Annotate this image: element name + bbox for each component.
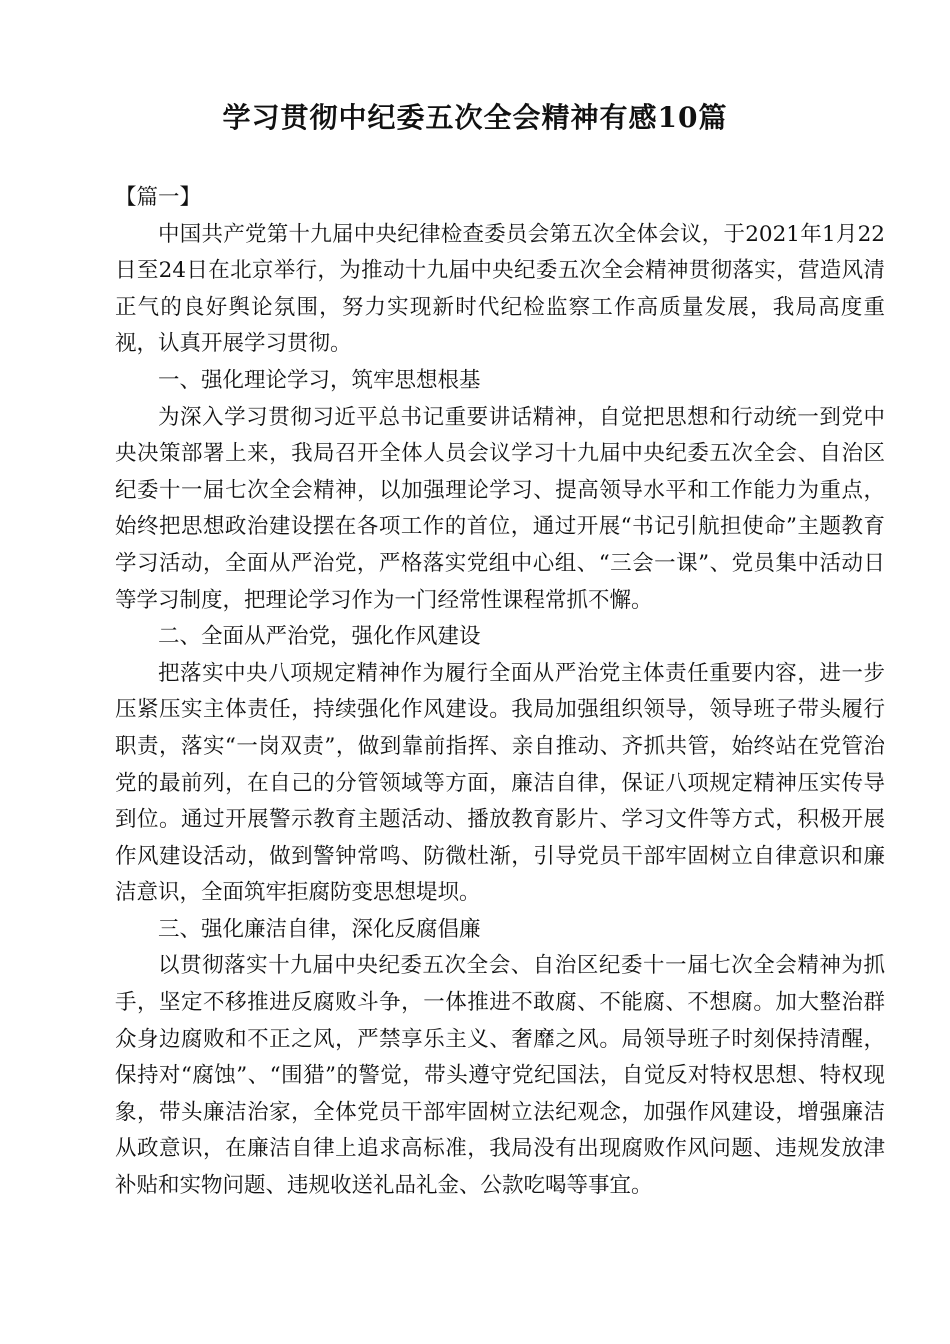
section-heading-1: 一、强化理论学习，筑牢思想根基 [158,367,481,393]
section-label: 【篇一】 [115,185,202,210]
document-title: 学习贯彻中纪委五次全会精神有感10篇 [222,101,728,134]
section-heading-2: 二、全面从严治党，强化作风建设 [158,624,481,650]
section-heading-3: 三、强化廉洁自律，深化反腐倡廉 [158,916,481,942]
paragraph-intro: 中国共产党第十九届中央纪律检查委员会第五次全体会议，于2021年1月22日至24日在北京举行，为推动十九届中央纪委五次全会精神贯彻落实，营造风清正气的良好舆论氛围，努力实现新时代纪检监察工作高质量发展，我局高度重视，认真开展学习贯彻。 [115,221,885,357]
paragraph-2: 把落实中央八项规定精神作为履行全面从严治党主体责任重要内容，进一步压紧压实主体责任，持续强化作风建设。我局加强组织领导，领导班子带头履行职责，落实“一岗双责”，做到靠前指挥、亲自推动、齐抓共管，始终站在党管治党的最前列，在自己的分管领域等方面，廉洁自律，保证八项规定精神压实传导到位。通过开展警示教育主题活动、播放教育影片、学习文件等方式，积极开展作风建设活动，做到警钟常鸣、防微杜渐，引导党员干部牢固树立自律意识和廉洁意识，全面筑牢拒腐防变思想堤坝。 [115,660,885,906]
document-body [115,180,885,1205]
paragraph-3: 以贯彻落实十九届中央纪委五次全会、自治区纪委十一届七次全会精神为抓手，坚定不移推进反腐败斗争，一体推进不敢腐、不能腐、不想腐。加大整治群众身边腐败和不正之风，严禁享乐主义、奢靡之风。局领导班子时刻保持清醒，保持对“腐蚀”、“围猎”的警觉，带头遵守党纪国法，自觉反对特权思想、特权现象，带头廉洁治家，全体党员干部牢固树立法纪观念，加强作风建设，增强廉洁从政意识，在廉洁自律上追求高标准，我局没有出现腐败作风问题、违规发放津补贴和实物问题、违规收送礼品礼金、公款吃喝等事宜。 [115,953,885,1199]
paragraph-1: 为深入学习贯彻习近平总书记重要讲话精神，自觉把思想和行动统一到党中央决策部署上来，我局召开全体人员会议学习十九届中央纪委五次全会、自治区纪委十一届七次全会精神，以加强理论学习、提高领导水平和工作能力为重点，始终把思想政治建设摆在各项工作的首位，通过开展“书记引航担使命”主题教育学习活动，全面从严治党，严格落实党组中心组、“三会一课”、党员集中活动日等学习制度，把理论学习作为一门经常性课程常抓不懈。 [115,404,885,613]
